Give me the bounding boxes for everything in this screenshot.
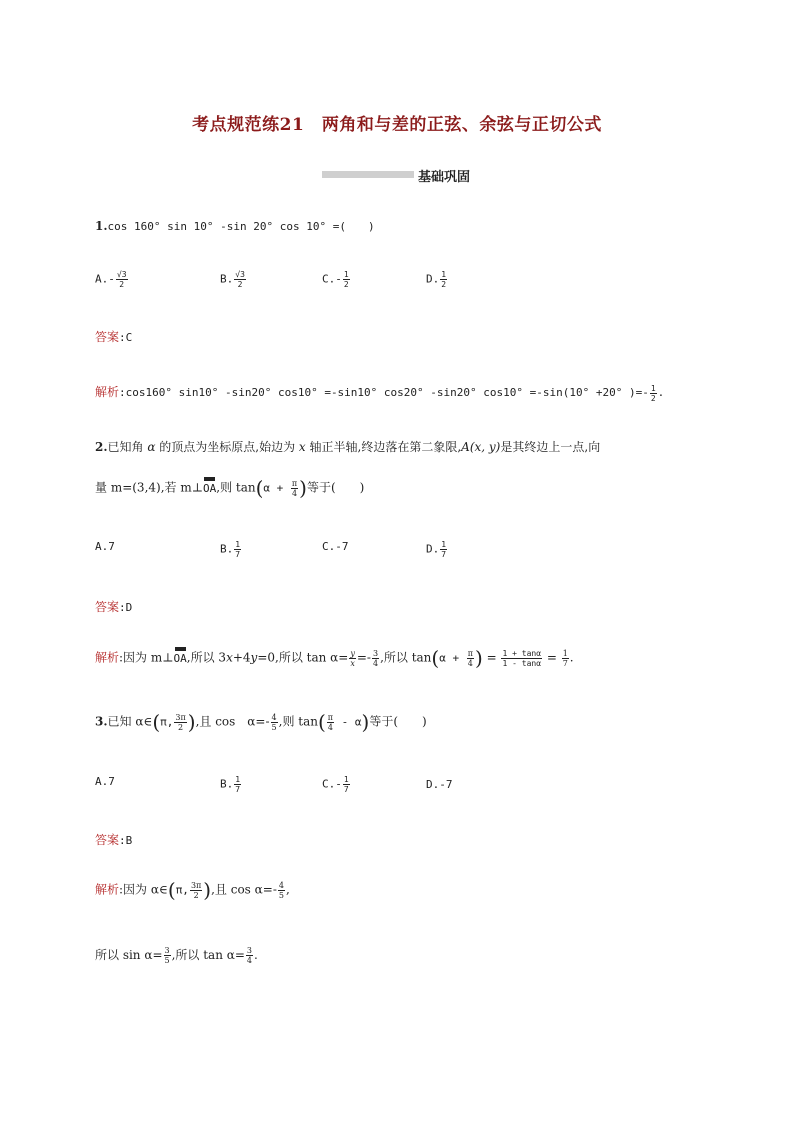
frac-num: 3 bbox=[372, 648, 379, 658]
right-paren: ) bbox=[474, 646, 483, 670]
q3-pi-over-4 bbox=[327, 713, 334, 732]
frac-den: 4 bbox=[246, 956, 253, 965]
q3-exp-text: ,且 cos α=- bbox=[211, 882, 277, 897]
q3-option-b-label: B. bbox=[220, 777, 234, 791]
q2-text: 的顶点为坐标原点,始边为 bbox=[155, 440, 299, 454]
q2-text: 等于( ) bbox=[306, 480, 365, 495]
frac-den: 7 bbox=[235, 550, 241, 559]
frac-num: 1 bbox=[441, 270, 447, 279]
q3-exp-end: , bbox=[285, 882, 290, 897]
q3-answer bbox=[95, 831, 132, 848]
left-paren: ( bbox=[317, 710, 326, 734]
frac-num: 3 bbox=[246, 946, 253, 955]
q2-option-b-frac bbox=[234, 540, 241, 559]
frac-den: 2 bbox=[178, 722, 184, 732]
q2-option-b bbox=[220, 540, 242, 559]
frac-num: 1 bbox=[235, 775, 241, 784]
question-1-text: cos 160° sin 10° -sin 20° cos 10° =( ) bbox=[107, 220, 375, 233]
q2-exp-end: . bbox=[569, 650, 574, 665]
frac-num: 1 + tanα bbox=[502, 648, 542, 658]
q2-exp-text: = bbox=[482, 650, 501, 665]
frac-num: 3π bbox=[190, 880, 202, 890]
q1-option-b-frac bbox=[234, 270, 246, 289]
q2-option-b-label: B. bbox=[220, 542, 234, 556]
q2-exp-text: =0,所以 tan α= bbox=[257, 650, 349, 665]
q3-exp-text: :因为 α∈ bbox=[119, 882, 168, 897]
q2-answer-value: :D bbox=[119, 601, 133, 614]
q2-text: 是其终边上一点,向 bbox=[500, 440, 601, 454]
q1-explanation-text: :cos160° sin10° -sin20° cos10° =-sin10° cos20° -sin20° cos10° =-sin(10° +20° )=- bbox=[119, 386, 649, 399]
q2-exp-text: :因为 m⊥ bbox=[119, 650, 174, 665]
q1-explanation-frac bbox=[650, 384, 657, 403]
q3-4-over-5 bbox=[271, 713, 278, 732]
q2-pi-over-4 bbox=[467, 649, 474, 668]
frac-num: y bbox=[350, 648, 355, 658]
frac-den: 2 bbox=[237, 280, 243, 289]
vector-oa: OA bbox=[174, 649, 187, 665]
q2-inner: α + bbox=[439, 651, 466, 665]
frac-den: 4 bbox=[372, 658, 379, 668]
q3-3-over-4 bbox=[246, 946, 253, 965]
q2-exp-text: =- bbox=[356, 650, 371, 665]
right-paren: ) bbox=[299, 476, 307, 500]
section-heading: 基础巩固 bbox=[418, 170, 471, 185]
q3-exp-text: 所以 sin α= bbox=[95, 948, 163, 962]
right-paren: ) bbox=[203, 878, 212, 902]
frac-den: 7 bbox=[441, 550, 447, 559]
q2-neg-3-4 bbox=[372, 649, 379, 668]
frac-num: 1 bbox=[441, 540, 447, 549]
q3-exp-end: . bbox=[254, 948, 258, 962]
frac-num: 1 bbox=[650, 383, 656, 393]
frac-den: 2 bbox=[650, 393, 656, 403]
frac-num: π bbox=[291, 478, 298, 488]
q2-exp-text: +4 bbox=[232, 650, 251, 665]
frac-den: 1 - tanα bbox=[502, 658, 542, 668]
q1-option-d-frac bbox=[440, 270, 447, 289]
q2-x: x bbox=[298, 440, 306, 454]
left-paren: ( bbox=[255, 476, 264, 500]
frac-num: 1 bbox=[235, 540, 241, 549]
frac-num: 1 bbox=[343, 775, 349, 784]
q1-answer bbox=[95, 328, 132, 345]
q1-option-d-label: D. bbox=[426, 272, 440, 286]
q1-option-b-label: B. bbox=[220, 272, 234, 286]
q3-option-b bbox=[220, 775, 242, 794]
q3-3pi-over-2 bbox=[174, 713, 186, 732]
q1-option-d bbox=[426, 270, 448, 289]
left-paren: ( bbox=[167, 878, 176, 902]
left-paren: ( bbox=[431, 646, 440, 670]
q2-answer bbox=[95, 598, 132, 615]
q3-option-b-frac bbox=[234, 775, 241, 794]
frac-den: 4 bbox=[291, 488, 298, 498]
frac-num: 4 bbox=[271, 712, 277, 722]
right-paren: ) bbox=[187, 710, 196, 734]
question-1 bbox=[95, 218, 375, 234]
q2-point: A(x, y) bbox=[461, 440, 501, 454]
frac-den: 4 bbox=[467, 658, 473, 668]
section-bar bbox=[322, 171, 414, 178]
frac-den: 7 bbox=[235, 785, 241, 794]
vector-oa: OA bbox=[203, 479, 216, 495]
q3-text: 等于( ) bbox=[369, 714, 427, 729]
frac-num: 3 bbox=[164, 946, 170, 955]
answer-label: 答案 bbox=[95, 833, 120, 847]
question-2-line-1 bbox=[95, 438, 600, 455]
q3-option-c-label: C.- bbox=[322, 777, 342, 791]
question-2-line-2 bbox=[95, 478, 364, 498]
question-3 bbox=[95, 712, 427, 732]
frac-num: 1 bbox=[562, 648, 568, 658]
frac-num: √3 bbox=[116, 270, 127, 279]
q2-exp-x: x bbox=[226, 650, 233, 665]
q2-option-d-label: D. bbox=[426, 542, 440, 556]
q2-text: 已知角 bbox=[107, 440, 148, 454]
q2-exp-text: ,所以 tan bbox=[380, 650, 432, 665]
frac-den: 2 bbox=[343, 280, 349, 289]
q2-inner: α + bbox=[263, 481, 290, 495]
frac-den: 7 bbox=[562, 658, 568, 668]
q1-option-b bbox=[220, 270, 247, 289]
explain-label: 解析 bbox=[95, 385, 120, 399]
frac-num: √3 bbox=[235, 270, 245, 279]
q1-option-a bbox=[95, 270, 129, 289]
q3-option-c-frac bbox=[343, 775, 350, 794]
q3-answer-value: :B bbox=[119, 834, 133, 847]
q3-range: π, bbox=[160, 715, 174, 729]
q3-text: ,则 tan bbox=[278, 714, 318, 729]
q3-exp-text: ,所以 tan α= bbox=[171, 948, 245, 962]
answer-label: 答案 bbox=[95, 600, 120, 614]
q3-4-over-5 bbox=[278, 881, 285, 900]
frac-den: 2 bbox=[193, 890, 199, 900]
frac-den: 5 bbox=[271, 722, 277, 732]
frac-num: 3π bbox=[175, 712, 186, 722]
q3-text: 已知 α∈ bbox=[107, 714, 153, 729]
frac-den: 2 bbox=[441, 280, 447, 289]
page-title: 考点规范练21 两角和与差的正弦、余弦与正切公式 bbox=[192, 115, 602, 135]
left-paren: ( bbox=[152, 710, 161, 734]
frac-num: 1 bbox=[343, 270, 349, 279]
q2-text: 量 m=(3,4),若 m⊥ bbox=[95, 480, 203, 495]
frac-den: 7 bbox=[343, 785, 349, 794]
frac-den: 4 bbox=[327, 722, 333, 732]
q2-exp-text: ,所以 3 bbox=[186, 650, 227, 665]
q3-range: π, bbox=[175, 883, 189, 897]
question-2-number: 2. bbox=[95, 440, 108, 454]
q3-minus-alpha: - α bbox=[335, 715, 362, 729]
q3-option-c bbox=[322, 775, 351, 794]
right-paren: ) bbox=[361, 710, 370, 734]
q3-3-over-5 bbox=[164, 946, 171, 965]
explain-label: 解析 bbox=[95, 650, 120, 665]
question-3-number: 3. bbox=[95, 714, 108, 729]
q1-option-c bbox=[322, 270, 351, 289]
frac-den: 2 bbox=[119, 280, 125, 289]
q1-option-a-label: A.- bbox=[95, 272, 115, 286]
q2-tan-frac bbox=[501, 649, 542, 668]
q2-exp-y: y bbox=[250, 650, 258, 665]
q3-option-d: D.-7 bbox=[426, 778, 453, 791]
q1-explanation bbox=[95, 383, 664, 403]
q2-option-a: A.7 bbox=[95, 540, 115, 553]
answer-label: 答案 bbox=[95, 330, 120, 344]
q3-explanation-line-2 bbox=[95, 946, 258, 965]
frac-num: π bbox=[327, 712, 334, 722]
q2-option-c: C.-7 bbox=[322, 540, 349, 553]
q1-answer-value: :C bbox=[119, 331, 133, 344]
q2-result-frac bbox=[562, 649, 569, 668]
q2-option-d-frac bbox=[440, 540, 447, 559]
q1-explanation-end: . bbox=[657, 386, 665, 399]
q3-3pi-over-2 bbox=[190, 881, 202, 900]
q2-explanation bbox=[95, 648, 574, 668]
frac-den: x bbox=[350, 658, 355, 668]
frac-num: π bbox=[467, 648, 473, 658]
q3-option-a: A.7 bbox=[95, 775, 115, 788]
q2-alpha: α bbox=[147, 440, 156, 454]
q2-text: ,则 tan bbox=[216, 480, 256, 495]
q1-option-c-label: C.- bbox=[322, 272, 342, 286]
q2-option-d bbox=[426, 540, 448, 559]
frac-den: 5 bbox=[164, 956, 170, 965]
question-1-number: 1. bbox=[95, 219, 108, 233]
q1-option-a-frac bbox=[116, 270, 128, 289]
explain-label: 解析 bbox=[95, 882, 120, 897]
q2-text: 轴正半轴,终边落在第二象限, bbox=[305, 440, 462, 454]
frac-num: 4 bbox=[278, 880, 284, 890]
q3-text: ,且 cos α=- bbox=[195, 714, 270, 729]
q1-option-c-frac bbox=[343, 270, 350, 289]
q3-explanation-line-1 bbox=[95, 880, 290, 900]
q2-exp-text: = bbox=[543, 650, 561, 665]
q2-y-over-x bbox=[349, 649, 356, 668]
frac-den: 5 bbox=[278, 890, 284, 900]
q2-pi-over-4 bbox=[291, 479, 298, 498]
